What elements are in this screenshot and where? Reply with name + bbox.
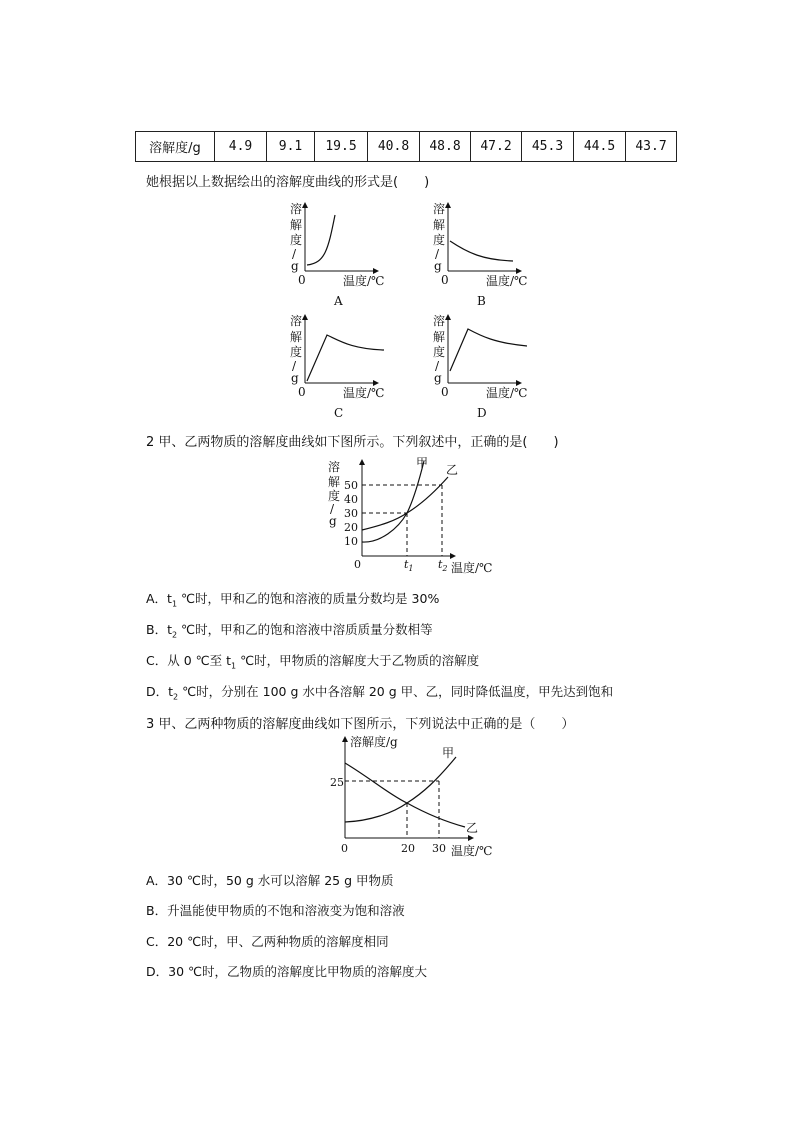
ylabel-char: 度: [290, 233, 303, 247]
curve: [450, 241, 513, 261]
q2-option-a[interactable]: A．$t_1$ ℃时，甲和乙的饱和溶液的质量分数均是 30%: [146, 591, 440, 609]
origin-label: 0: [298, 385, 306, 399]
ylabel-char: g: [434, 259, 442, 273]
ylabel-char: 溶: [433, 202, 446, 216]
table-header-cell: 溶解度/g: [136, 132, 215, 162]
table-cell: 19.5: [315, 132, 368, 162]
origin-label: 0: [441, 273, 449, 287]
x-axis-label: 温度/℃: [451, 561, 493, 575]
y-tick-label: 50: [344, 479, 358, 492]
q2-option-d[interactable]: D．$t_2$ ℃时，分别在 100 g 水中各溶解 20 g 甲、乙，同时降低温度，甲先达到饱和: [146, 684, 614, 702]
x-tick-t1: $t_1$: [404, 558, 414, 573]
q3-option-c[interactable]: C．20 ℃时，甲、乙两种物质的溶解度相同: [146, 934, 389, 949]
x-axis-label: 温度/℃: [486, 274, 528, 288]
x-tick-t2: $t_2$: [438, 558, 448, 573]
ylabel-char: 解: [433, 330, 446, 344]
x-tick-label: 30: [432, 842, 446, 855]
curve-label-jia: 甲: [416, 456, 429, 470]
table-cell: 40.8: [368, 132, 420, 162]
ylabel-char: 溶: [290, 202, 303, 216]
ylabel-char: 溶: [290, 314, 303, 328]
q1-stem: 她根据以上数据绘出的溶解度曲线的形式是( ): [146, 175, 430, 190]
q3-stem: 3 甲、乙两种物质的溶解度曲线如下图所示，下列说法中正确的是（ ）: [146, 717, 575, 732]
x-axis-label: 温度/℃: [451, 844, 493, 858]
q3-solubility-chart: [325, 733, 500, 859]
y-axis-label: 溶解度/g: [350, 735, 398, 749]
graph-panel-b: [433, 201, 527, 308]
ylabel-char: 解: [290, 330, 303, 344]
curve-yi: [345, 763, 465, 827]
q2-option-b[interactable]: B．$t_2$ ℃时，甲和乙的饱和溶液中溶质质量分数相等: [146, 622, 433, 640]
table-cell: 48.8: [420, 132, 471, 162]
curve-label-yi: 乙: [466, 821, 479, 835]
x-axis-label: 温度/℃: [486, 386, 528, 400]
q2-solubility-chart: [320, 455, 500, 577]
y-tick-label: 10: [344, 535, 358, 548]
ylabel-char: /: [292, 359, 297, 373]
ylabel-char: g: [291, 371, 299, 385]
x-axis-label: 温度/℃: [343, 386, 385, 400]
table-cell: 4.9: [215, 132, 267, 162]
y-tick-label: 30: [344, 507, 358, 520]
graph-panel-c: [290, 313, 384, 420]
option-caption: B: [477, 294, 486, 308]
curve-label-jia: 甲: [442, 746, 455, 760]
ylabel-char: g: [291, 259, 299, 273]
ylabel-char: g: [434, 371, 442, 385]
q2-option-c[interactable]: C．从 0 ℃至 $t_1$ ℃时，甲物质的溶解度大于乙物质的溶解度: [146, 653, 480, 671]
x-axis-label: 温度/℃: [343, 274, 385, 288]
curve-jia: [362, 461, 424, 542]
q3-option-b[interactable]: B．升温能使甲物质的不饱和溶液变为饱和溶液: [146, 903, 405, 918]
curve: [307, 335, 384, 381]
x-tick-label: 20: [401, 842, 415, 855]
ylabel-char: 解: [328, 475, 341, 489]
ylabel-char: 溶: [328, 460, 341, 474]
graph-panel-d: [433, 313, 527, 420]
table-cell: 9.1: [267, 132, 315, 162]
option-caption: D: [477, 406, 487, 420]
q1-option-graphs: [280, 195, 550, 425]
table-row: [136, 132, 677, 162]
q2-stem: 2 甲、乙两物质的溶解度曲线如下图所示。下列叙述中，正确的是( ): [146, 435, 559, 450]
ylabel-char: 度: [433, 345, 446, 359]
ylabel-char: 度: [290, 345, 303, 359]
ylabel-char: g: [329, 514, 337, 528]
q3-option-a[interactable]: A．30 ℃时，50 g 水可以溶解 25 g 甲物质: [146, 873, 394, 888]
curve: [450, 329, 527, 371]
ylabel-char: 度: [433, 233, 446, 247]
y-tick-label: 20: [344, 521, 358, 534]
ylabel-char: 解: [290, 218, 303, 232]
origin-label: 0: [354, 558, 361, 571]
table-cell: 47.2: [471, 132, 522, 162]
table-cell: 43.7: [626, 132, 677, 162]
origin-label: 0: [441, 385, 449, 399]
y-tick-label: 40: [344, 493, 358, 506]
q3-option-d[interactable]: D．30 ℃时，乙物质的溶解度比甲物质的溶解度大: [146, 964, 428, 979]
ylabel-char: /: [330, 502, 335, 516]
table-cell: 44.5: [574, 132, 626, 162]
option-caption: A: [334, 294, 343, 308]
table-cell: 45.3: [522, 132, 574, 162]
ylabel-char: 度: [328, 489, 341, 503]
origin-label: 0: [298, 273, 306, 287]
origin-label: 0: [341, 842, 348, 855]
curve-label-yi: 乙: [446, 463, 459, 477]
ylabel-char: 溶: [433, 314, 446, 328]
ylabel-char: 解: [433, 218, 446, 232]
graph-panel-a: [290, 201, 384, 308]
y-tick-label: 25: [330, 776, 344, 789]
ylabel-char: /: [435, 247, 440, 261]
ylabel-char: /: [292, 247, 297, 261]
curve: [307, 215, 335, 265]
solubility-table: [135, 131, 677, 162]
ylabel-char: /: [435, 359, 440, 373]
option-caption: C: [334, 406, 344, 420]
